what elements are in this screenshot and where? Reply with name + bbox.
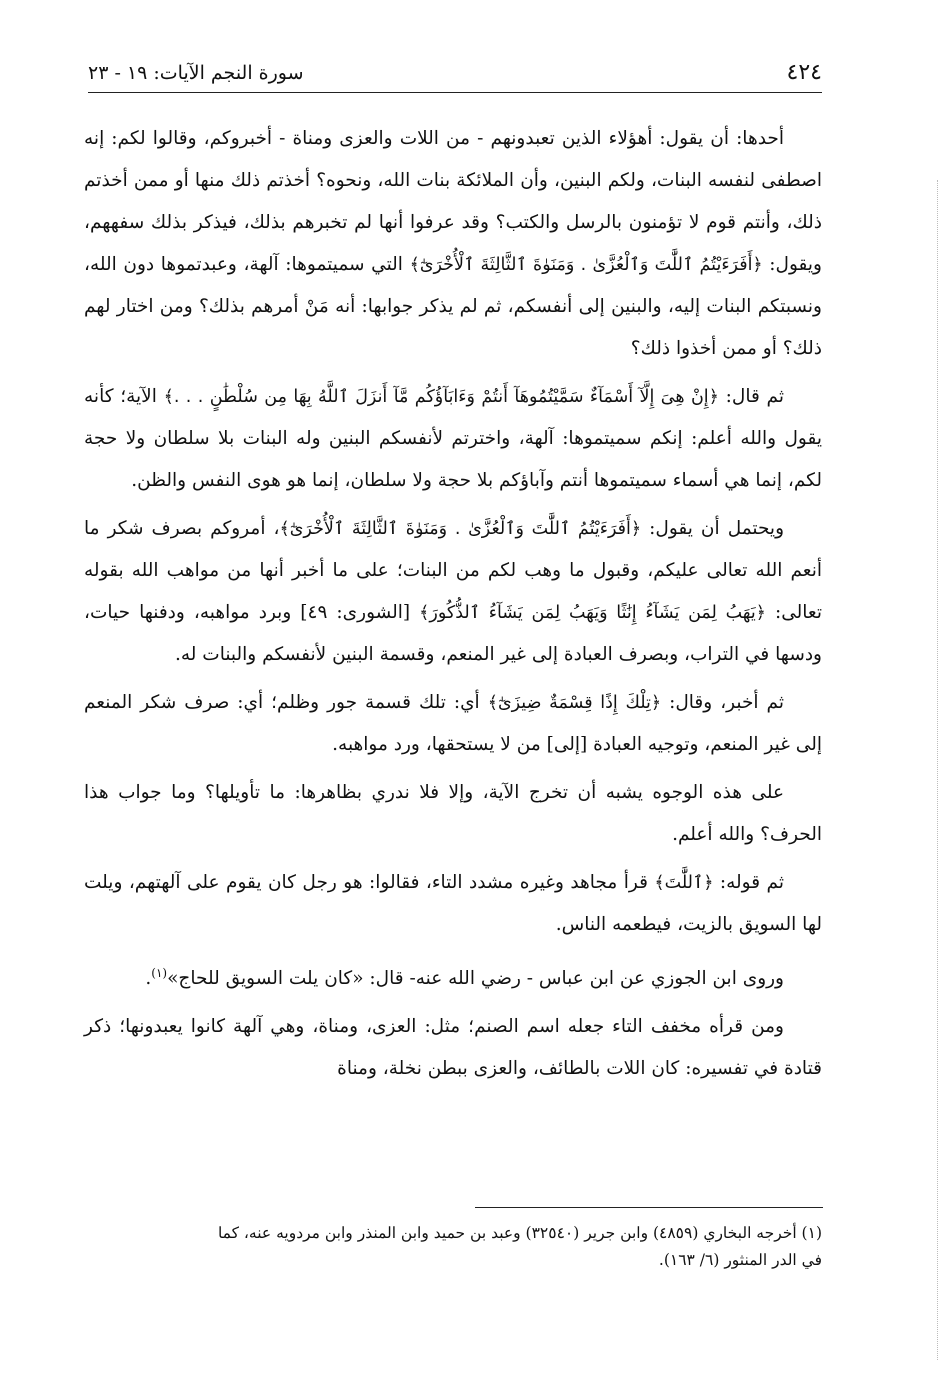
quran-verse: ﴿أَفَرَءَيْتُمُ ٱللَّٰتَ وَٱلْعُزَّىٰ . وَمَنَوٰةَ ٱلثَّالِثَةَ ٱلْأُخْرَىٰٓ﴾ (409, 255, 763, 275)
text-run: على هذه الوجوه يشبه أن تخرج الآية، وإلا فلا ندري بظاهرها: ما تأويلها؟ وما جواب هذا الحرف؟ والله أعلم. (84, 782, 822, 845)
quran-verse: ﴿يَهَبُ لِمَن يَشَآءُ إِنَٰثًا وَيَهَبُ لِمَن يَشَآءُ ٱلذُّكُورَ﴾ (419, 603, 766, 623)
text-run: ثم قال: (718, 386, 784, 407)
text-run: . (145, 968, 152, 990)
footnote-reference[interactable]: (١) (151, 966, 168, 980)
footnotes (84, 1220, 822, 1274)
footnote-1-line-2: في الدر المنثور (٦/ ١٦٣). (658, 1251, 822, 1269)
text-run: قرأ مجاهد وغيره مشدد التاء، فقالوا: هو رجل كان يقوم على آلهتهم، ويلت لها السويق بالزيت، فيطعمه الناس. (84, 872, 822, 935)
text-run: التي سميتموها: آلهة، وعبدتموها دون الله، ونسبتكم البنات إليه، والبنين إلى أنفسكم، ثم لم يذكر جوابها: أنه مَنْ أمرهم بذلك؟ ومن اختار لهم ذلك؟ أو ممن أخذوا ذلك؟ (84, 254, 822, 359)
quran-verse: ﴿إِنْ هِىَ إِلَّآ أَسْمَآءٌ سَمَّيْتُمُوهَآ أَنتُمْ وَءَابَآؤُكُم مَّآ أَنزَلَ ٱللَّهُ بِهَا مِن سُلْطَٰنٍ . . .﴾ (163, 387, 719, 407)
text-run: ومن قرأه مخفف التاء جعله اسم الصنم؛ مثل: العزى، ومناة، وهي آلهة كانوا يعبدونها؛ ذكر قتادة في تفسيره: كان اللات بالطائف، والعزى ببطن نخلة، ومناة (84, 1016, 822, 1080)
paragraph-1 (84, 118, 822, 370)
running-title: سورة النجم الآيات: ١٩ - ٢٣ (88, 62, 304, 84)
page-number: ٤٢٤ (786, 60, 822, 85)
quran-verse: ﴿ٱللَّٰتَ﴾ (654, 873, 714, 893)
footnote-1-line-1: (١) أخرجه البخاري (٤٨٥٩) وابن جرير (٣٢٥٤٠) وعبد بن حميد وابن المنذر وابن مردويه عنه، كما (217, 1224, 822, 1242)
paragraph-6 (84, 862, 822, 946)
text-run: ثم قوله: (713, 872, 784, 893)
text-run: ويحتمل أن يقول: (641, 518, 785, 539)
text-run: أحدها: أن يقول: أهؤلاء الذين تعبدونهم - من اللات والعزى ومناة - أخبروكم، وقالوا لكم: إنه اصطفى لنفسه البنات، ولكم البنين، وأن الملائكة بنات الله، ونحوه؟ أخذتم ذلك منها أو ممن أخذتم ذلك، وأنتم قوم لا تؤمنون بالرسل والكتب؟ وقد عرفوا أنها لم تخبرهم بذلك، فيذكر بذلك سفههم، ويقول: (84, 128, 822, 275)
text-run: الآية؛ كأنه يقول والله أعلم: إنكم سميتموها: آلهة، واخترتم لأنفسكم البنين وله البنات بلا سلطان ولا حجة لكم، إنما هي أسماء سميتموها أنتم وآباؤكم بلا حجة ولا سلطان، إنما هو هوى النفس والظن. (84, 386, 822, 491)
quran-verse: ﴿تِلْكَ إِذًا قِسْمَةٌ ضِيزَىٰٓ﴾ (487, 693, 662, 713)
text-run: أي: تلك قسمة جور وظلم؛ أي: صرف شكر المنعم إلى غير المنعم، وتوجيه العبادة [إلى] من لا يستحقها، ورد مواهبه. (84, 692, 822, 755)
main-text (84, 118, 822, 1090)
paragraph-2 (84, 376, 822, 502)
footnote-divider (475, 1207, 823, 1208)
text-run: ثم أخبر، وقال: (661, 692, 784, 713)
quran-verse: ﴿أَفَرَءَيْتُمُ ٱللَّٰتَ وَٱلْعُزَّىٰ . وَمَنَوٰةَ ٱلثَّالِثَةَ ٱلْأُخْرَىٰٓ﴾ (279, 519, 642, 539)
text-run: [الشورى: ٤٩] وبرد مواهبه، ودفنها حيات، ودسها في التراب، وبصرف العبادة إلى غير المنعم، وقسمة البنين لأنفسكم والبنات له. (84, 602, 822, 665)
page-header (88, 58, 822, 93)
paragraph-8 (84, 1006, 822, 1090)
paragraph-7 (84, 952, 822, 1000)
paragraph-3 (84, 508, 822, 676)
scan-edge (934, 180, 938, 1360)
text-run: ، أمروكم بصرف شكر ما أنعم الله تعالى عليكم، وقبول ما وهب لكم من البنات؛ على ما أخبر أنها من مواهب الله بقوله تعالى: (84, 518, 822, 623)
paragraph-5 (84, 772, 822, 856)
text-run: وروى ابن الجوزي عن ابن عباس - رضي الله عنه- قال: «كان يلت السويق للحاج» (167, 968, 784, 990)
paragraph-4 (84, 682, 822, 766)
